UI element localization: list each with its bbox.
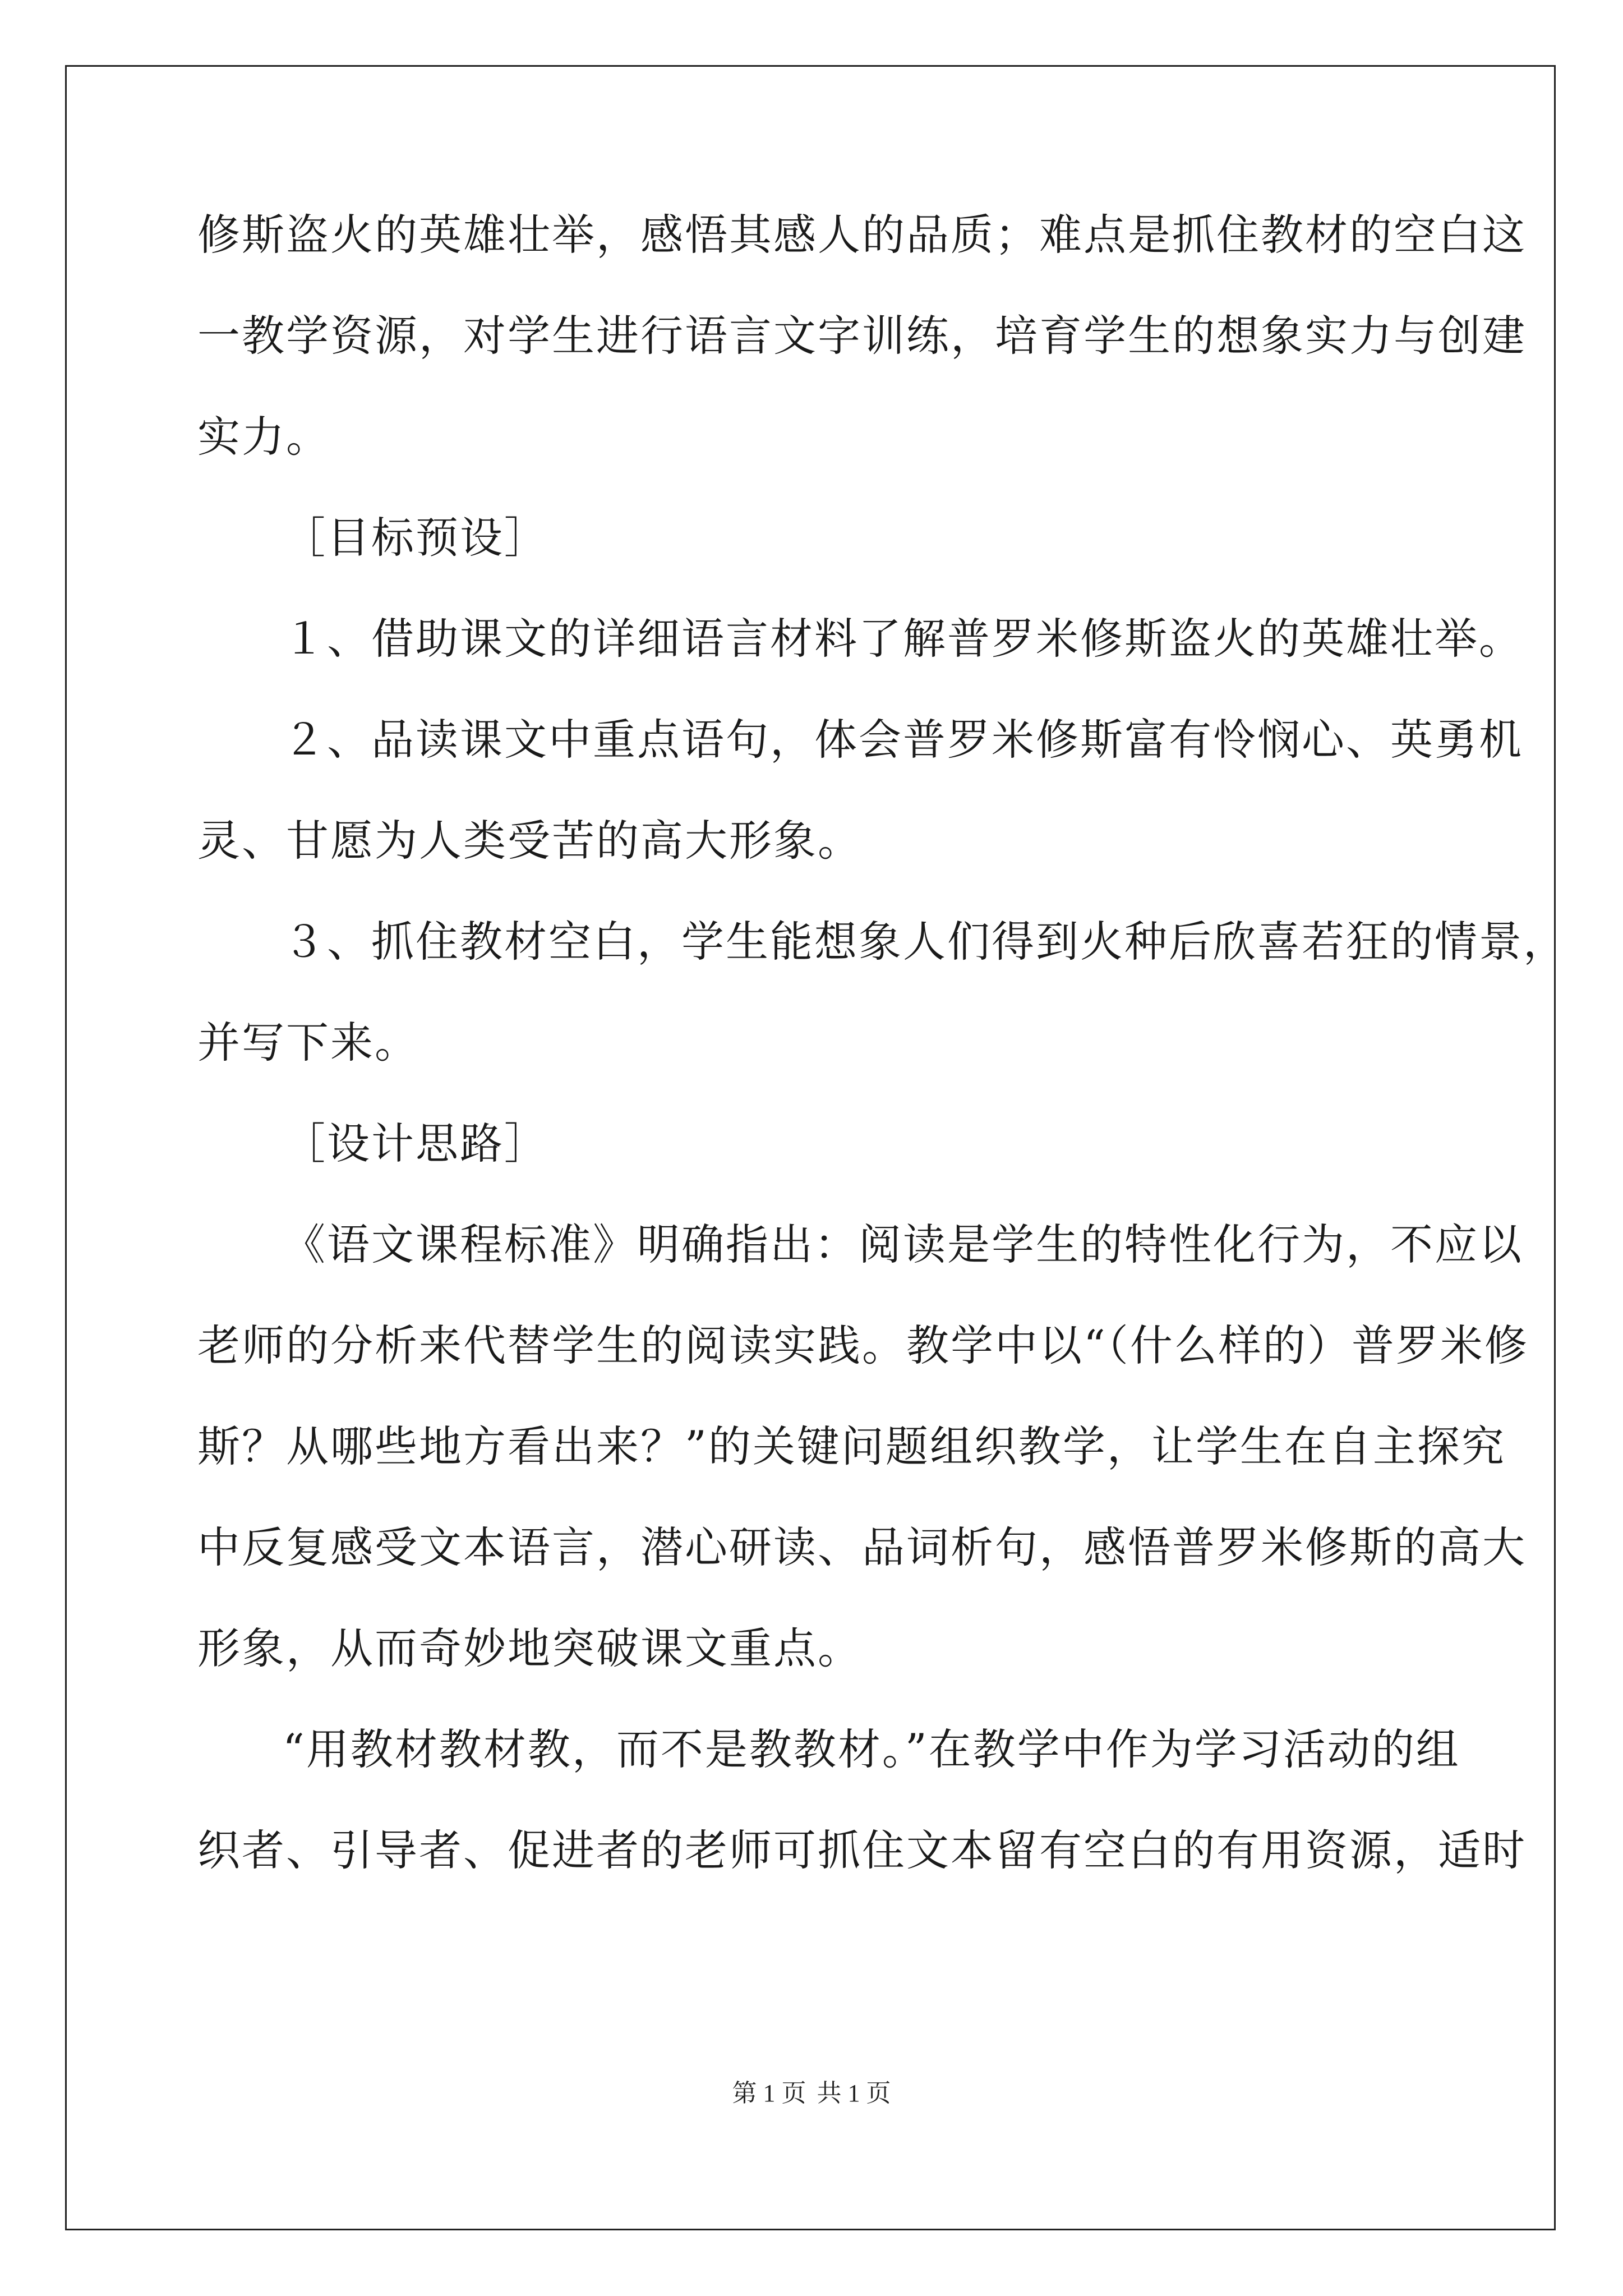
text-line: 斯？从哪些地方看出来？”的关键问题组织教学，让学生在自主探究 (197, 1421, 1506, 1471)
text-line: 一教学资源，对学生进行语言文字训练，培育学生的想象实力与创建 (197, 311, 1527, 361)
page-total: 共 1 页 (817, 2079, 891, 2107)
page-footer (0, 2077, 1623, 2110)
section-heading: ［设计思路］ (283, 1119, 548, 1168)
page-number: 第 1 页 (732, 2079, 806, 2107)
text-line: １、借助课文的详细语言材料了解普罗米修斯盗火的英雄壮举。 (283, 614, 1523, 664)
text-line: 形象，从而奇妙地突破课文重点。 (197, 1623, 862, 1673)
section-heading: ［目标预设］ (283, 513, 548, 563)
text-line: “用教材教材教，而不是教教材。”在教学中作为学习活动的组 (283, 1724, 1460, 1774)
text-line: 并写下来。 (197, 1018, 419, 1068)
text-line: 修斯盗火的英雄壮举，感悟其感人的品质；难点是抓住教材的空白这 (197, 210, 1527, 260)
text-line: 实力。 (197, 412, 330, 462)
text-line: 《语文课程标准》明确指出：阅读是学生的特性化行为，不应以 (283, 1220, 1523, 1269)
text-line: 灵、甘愿为人类受苦的高大形象。 (197, 816, 862, 866)
text-line: ２、品读课文中重点语句，体会普罗米修斯富有怜悯心、英勇机 (283, 715, 1523, 765)
text-line: ３、抓住教材空白，学生能想象人们得到火种后欣喜若狂的情景， (283, 917, 1567, 967)
text-line: 织者、引导者、促进者的老师可抓住文本留有空白的有用资源，适时 (197, 1825, 1527, 1875)
text-line: 中反复感受文本语言，潜心研读、品词析句，感悟普罗米修斯的高大 (197, 1522, 1527, 1572)
text-line: 老师的分析来代替学生的阅读实践。教学中以“（什么样的）普罗米修 (197, 1320, 1529, 1370)
